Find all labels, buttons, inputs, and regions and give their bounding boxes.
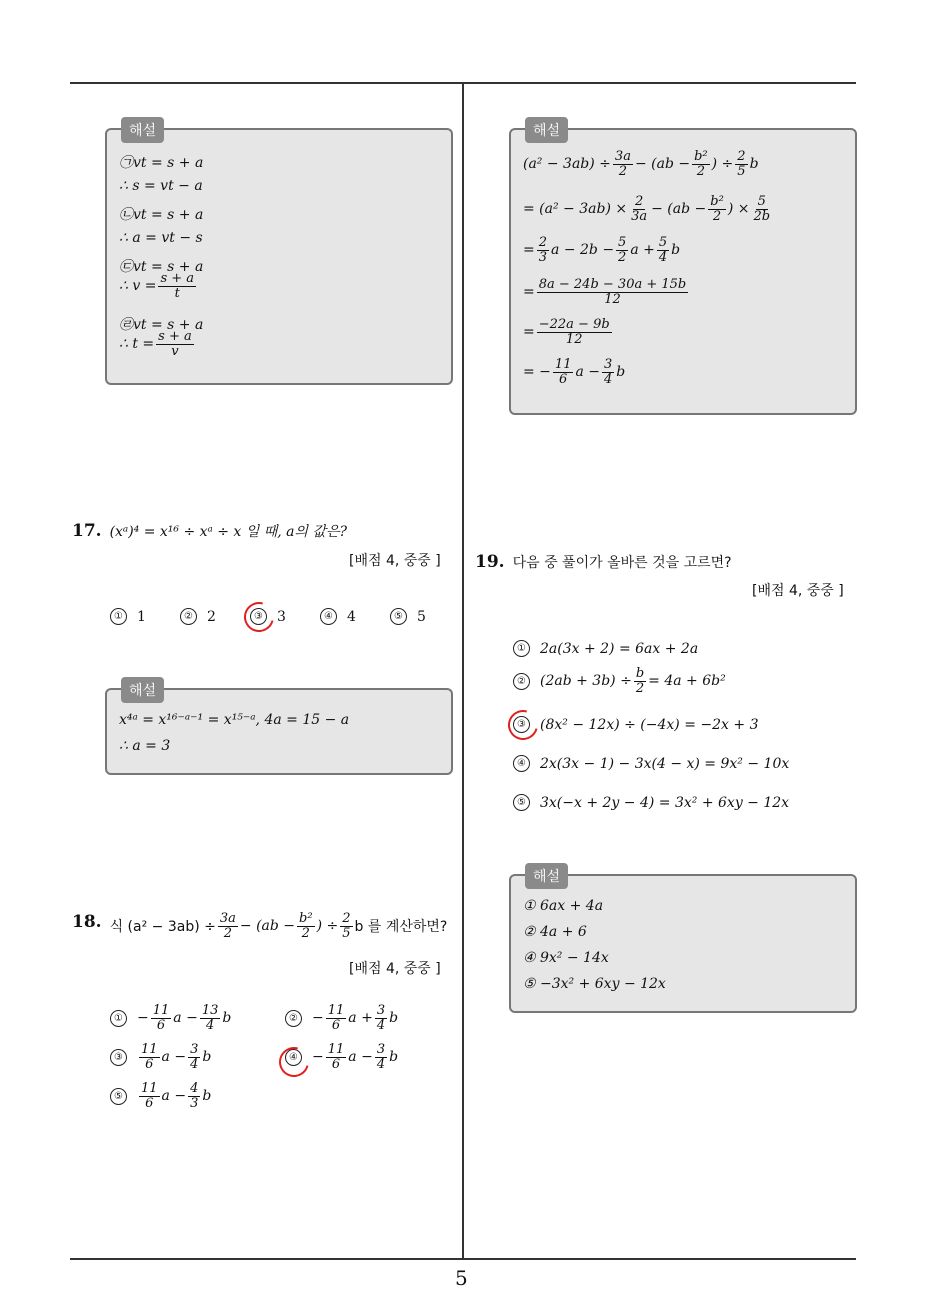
answer-mark xyxy=(239,597,280,638)
equation-text: ∴ t = xyxy=(119,336,155,353)
option-text: − xyxy=(312,1049,324,1066)
denominator: 2 xyxy=(618,163,628,179)
option-text: 3x(−x + 2y − 4) = 3x² + 6xy − 12x xyxy=(540,794,790,811)
option-marker: ④ xyxy=(513,755,530,772)
option-text: a − xyxy=(161,1049,187,1066)
fraction xyxy=(634,667,646,695)
fraction xyxy=(751,195,772,223)
option-4[interactable] xyxy=(513,755,789,772)
fraction xyxy=(218,912,238,940)
option-text: b xyxy=(202,1049,212,1066)
fraction xyxy=(375,1004,387,1032)
option-text: 3 xyxy=(277,608,286,625)
denominator: 3a xyxy=(631,208,648,224)
solution-line xyxy=(523,195,774,223)
question-17 xyxy=(72,521,347,541)
fraction xyxy=(326,1043,347,1071)
solution-box-18 xyxy=(509,123,857,415)
fraction xyxy=(326,1004,347,1032)
option-marker: ① xyxy=(513,640,530,657)
option-marker: ⑤ xyxy=(390,608,407,625)
numerator: 3 xyxy=(604,357,613,372)
question-18 xyxy=(72,912,447,940)
denominator: 3 xyxy=(538,249,548,265)
denominator: 2 xyxy=(618,249,627,265)
denominator: 2 xyxy=(712,208,722,224)
option-text: − xyxy=(137,1010,149,1027)
numerator: 2 xyxy=(737,149,746,164)
equation-text: a − 2b − xyxy=(551,242,615,259)
denominator: 4 xyxy=(190,1056,199,1072)
fraction xyxy=(629,195,649,223)
numerator: 2 xyxy=(634,194,644,209)
equation-text: − (ab − xyxy=(651,201,707,218)
denominator: 2b xyxy=(753,208,771,224)
question-text xyxy=(110,912,448,940)
numerator: s + a xyxy=(160,271,195,286)
option-2[interactable] xyxy=(513,667,726,695)
fraction xyxy=(735,150,747,178)
option-text: 2 xyxy=(207,608,216,625)
numerator: 5 xyxy=(658,235,668,250)
solution-tag: 해설 xyxy=(525,863,568,889)
option-marker: ② xyxy=(180,608,197,625)
fraction xyxy=(537,318,612,346)
equation-text: a + xyxy=(630,242,655,259)
bottom-rule xyxy=(70,1258,856,1260)
fraction xyxy=(139,1043,160,1071)
denominator: 5 xyxy=(737,163,746,179)
numerator: 11 xyxy=(152,1003,170,1018)
fraction xyxy=(708,195,726,223)
fraction xyxy=(200,1004,221,1032)
fraction xyxy=(613,150,633,178)
option-4[interactable] xyxy=(320,608,356,625)
option-2[interactable] xyxy=(180,608,216,625)
solution-line: ① 6ax + 4a xyxy=(523,898,604,914)
solution-line: ② 4a + 6 xyxy=(523,924,587,940)
numerator: 3 xyxy=(190,1042,199,1057)
solution-line xyxy=(523,278,690,306)
fraction xyxy=(158,272,196,300)
fraction xyxy=(375,1043,387,1071)
solution-line xyxy=(523,150,759,178)
numerator: 2 xyxy=(342,911,351,926)
option-text: b xyxy=(222,1010,232,1027)
solution-line: ㉢vt = s + a xyxy=(119,259,204,275)
denominator: 2 xyxy=(635,680,645,696)
numerator: b xyxy=(635,666,645,681)
numerator: 5 xyxy=(757,194,766,209)
option-text: = 4a + 6b² xyxy=(648,673,726,690)
denominator: 6 xyxy=(156,1017,166,1033)
solution-line: ㉡vt = s + a xyxy=(119,207,204,223)
question-text-part: ) ÷ xyxy=(316,918,339,935)
solution-line: ∴ s = vt − a xyxy=(119,178,203,194)
denominator: 4 xyxy=(376,1056,386,1072)
column-divider xyxy=(462,83,464,1259)
option-marker: ① xyxy=(110,1010,127,1027)
question-text-part: 식 (a² − 3ab) ÷ xyxy=(109,919,216,936)
numerator: 3a xyxy=(219,911,236,926)
numerator: 3a xyxy=(614,149,631,164)
solution-tag: 해설 xyxy=(121,117,164,143)
fraction xyxy=(616,236,628,264)
option-text: (8x² − 12x) ÷ (−4x) = −2x + 3 xyxy=(540,716,759,733)
denominator: 6 xyxy=(331,1056,341,1072)
option-text: − xyxy=(312,1010,324,1027)
equation-text: = xyxy=(523,284,535,301)
solution-tag: 해설 xyxy=(121,677,164,703)
option-marker: ③ xyxy=(250,608,267,625)
option-5[interactable] xyxy=(513,794,789,811)
option-text: a − xyxy=(173,1010,198,1027)
solution-line xyxy=(119,330,196,358)
denominator: 2 xyxy=(223,925,233,941)
fraction xyxy=(537,236,549,264)
option-text: 2a(3x + 2) = 6ax + 2a xyxy=(540,640,699,657)
numerator: b² xyxy=(299,911,313,926)
option-text: a − xyxy=(348,1049,373,1066)
numerator: 2 xyxy=(538,235,548,250)
numerator: 11 xyxy=(554,357,572,372)
denominator: 4 xyxy=(604,371,613,387)
numerator: −22a − 9b xyxy=(538,317,610,332)
fraction xyxy=(156,330,194,358)
equation-text: = xyxy=(523,242,535,259)
question-number: 18. xyxy=(72,912,102,932)
denominator: 6 xyxy=(331,1017,341,1033)
solution-line: ④ 9x² − 14x xyxy=(523,950,609,966)
score-label: [배점 4, 중중 ] xyxy=(349,961,441,977)
solution-line xyxy=(523,358,625,386)
fraction xyxy=(657,236,669,264)
denominator: 4 xyxy=(658,249,668,265)
solution-line: ㉠vt = s + a xyxy=(119,155,204,171)
solution-line xyxy=(523,318,614,346)
option-3[interactable] xyxy=(110,1043,211,1071)
equation-text: b xyxy=(616,364,626,381)
numerator: 5 xyxy=(618,235,627,250)
denominator: 12 xyxy=(604,291,621,307)
numerator: 3 xyxy=(376,1003,386,1018)
solution-box-16 xyxy=(105,123,453,385)
option-5[interactable] xyxy=(390,608,426,625)
question-19 xyxy=(475,552,732,572)
option-text: 5 xyxy=(417,608,426,625)
fraction xyxy=(188,1082,200,1110)
numerator: 11 xyxy=(327,1003,345,1018)
option-text: 1 xyxy=(137,608,146,625)
fraction xyxy=(537,278,689,306)
equation-text: (a² − 3ab) ÷ xyxy=(523,156,611,173)
denominator: 6 xyxy=(145,1056,154,1072)
denominator: t xyxy=(174,285,180,301)
solution-line: ∴ a = 3 xyxy=(119,738,171,754)
equation-text: ) ÷ xyxy=(711,156,734,173)
denominator: 4 xyxy=(376,1017,386,1033)
numerator: b² xyxy=(710,194,724,209)
equation-text: ∴ v = xyxy=(119,278,157,295)
score-label: [배점 4, 중중 ] xyxy=(752,583,844,599)
denominator: 6 xyxy=(145,1095,154,1111)
equation-text: a − xyxy=(575,364,600,381)
denominator: v xyxy=(171,343,179,359)
numerator: 4 xyxy=(190,1081,199,1096)
solution-tag: 해설 xyxy=(525,117,568,143)
option-1[interactable] xyxy=(513,640,698,657)
option-text: 2x(3x − 1) − 3x(4 − x) = 9x² − 10x xyxy=(540,755,790,772)
option-marker: ③ xyxy=(513,716,530,733)
option-text: b xyxy=(389,1010,399,1027)
fraction xyxy=(602,358,614,386)
denominator: 3 xyxy=(190,1095,199,1111)
numerator: 11 xyxy=(141,1081,158,1096)
fraction xyxy=(692,150,710,178)
denominator: 4 xyxy=(205,1017,215,1033)
question-text-part: b 를 계산하면? xyxy=(354,919,448,936)
equation-text: ) × xyxy=(727,201,750,218)
option-2[interactable] xyxy=(285,1004,398,1032)
option-1[interactable] xyxy=(110,1004,231,1032)
equation-text: = − xyxy=(523,364,551,381)
option-5[interactable] xyxy=(110,1082,211,1110)
solution-box-19 xyxy=(509,869,857,1013)
equation-text: = xyxy=(523,324,535,341)
solution-line: ⑤ −3x² + 6xy − 12x xyxy=(523,976,666,992)
solution-line xyxy=(523,236,680,264)
page-number: 5 xyxy=(455,1266,468,1290)
score-label: [배점 4, 중중 ] xyxy=(349,553,441,569)
numerator: 3 xyxy=(376,1042,386,1057)
numerator: 8a − 24b − 30a + 15b xyxy=(538,277,687,292)
numerator: b² xyxy=(694,149,708,164)
fraction xyxy=(553,358,574,386)
numerator: 13 xyxy=(201,1003,219,1018)
question-number: 19. xyxy=(475,552,505,572)
question-number: 17. xyxy=(72,521,102,541)
question-text-part: − (ab − xyxy=(239,918,296,935)
solution-line: ㉣vt = s + a xyxy=(119,317,204,333)
option-marker: ⑤ xyxy=(110,1088,127,1105)
solution-line xyxy=(119,272,198,300)
fraction xyxy=(151,1004,172,1032)
option-text: b xyxy=(202,1088,212,1105)
solution-line: ∴ a = vt − s xyxy=(119,230,203,246)
question-text: 다음 중 풀이가 올바른 것을 고르면? xyxy=(512,555,732,571)
option-3[interactable] xyxy=(513,716,758,733)
equation-text: b xyxy=(671,242,681,259)
option-text: b xyxy=(389,1049,399,1066)
answer-mark xyxy=(503,705,544,746)
numerator: 11 xyxy=(141,1042,158,1057)
fraction xyxy=(340,912,352,940)
equation-text: − (ab − xyxy=(634,156,691,173)
option-text: a + xyxy=(348,1010,373,1027)
option-marker: ⑤ xyxy=(513,794,530,811)
denominator: 2 xyxy=(696,163,705,179)
denominator: 6 xyxy=(559,371,568,387)
question-text: (xᵃ)⁴ = x¹⁶ ÷ xᵃ ÷ x 일 때, a의 값은? xyxy=(109,524,348,540)
option-marker: ② xyxy=(285,1010,302,1027)
fraction xyxy=(188,1043,200,1071)
solution-box-17 xyxy=(105,683,453,775)
numerator: 11 xyxy=(327,1042,345,1057)
option-marker: ③ xyxy=(110,1049,127,1066)
denominator: 12 xyxy=(565,331,583,347)
fraction xyxy=(297,912,315,940)
option-1[interactable] xyxy=(110,608,146,625)
option-marker: ④ xyxy=(320,608,337,625)
solution-line: x⁴ᵃ = x¹⁶⁻ᵃ⁻¹ = x¹⁵⁻ᵃ, 4a = 15 − a xyxy=(119,712,350,728)
option-marker: ① xyxy=(110,608,127,625)
option-text: a − xyxy=(161,1088,187,1105)
numerator: s + a xyxy=(158,329,192,344)
fraction xyxy=(139,1082,160,1110)
denominator: 2 xyxy=(301,925,310,941)
option-text: 4 xyxy=(347,608,356,625)
option-marker: ④ xyxy=(285,1049,302,1066)
equation-text: = (a² − 3ab) × xyxy=(523,201,628,218)
equation-text: b xyxy=(749,156,759,173)
option-marker: ② xyxy=(513,673,530,690)
denominator: 5 xyxy=(342,925,351,941)
option-text: (2ab + 3b) ÷ xyxy=(540,673,632,690)
